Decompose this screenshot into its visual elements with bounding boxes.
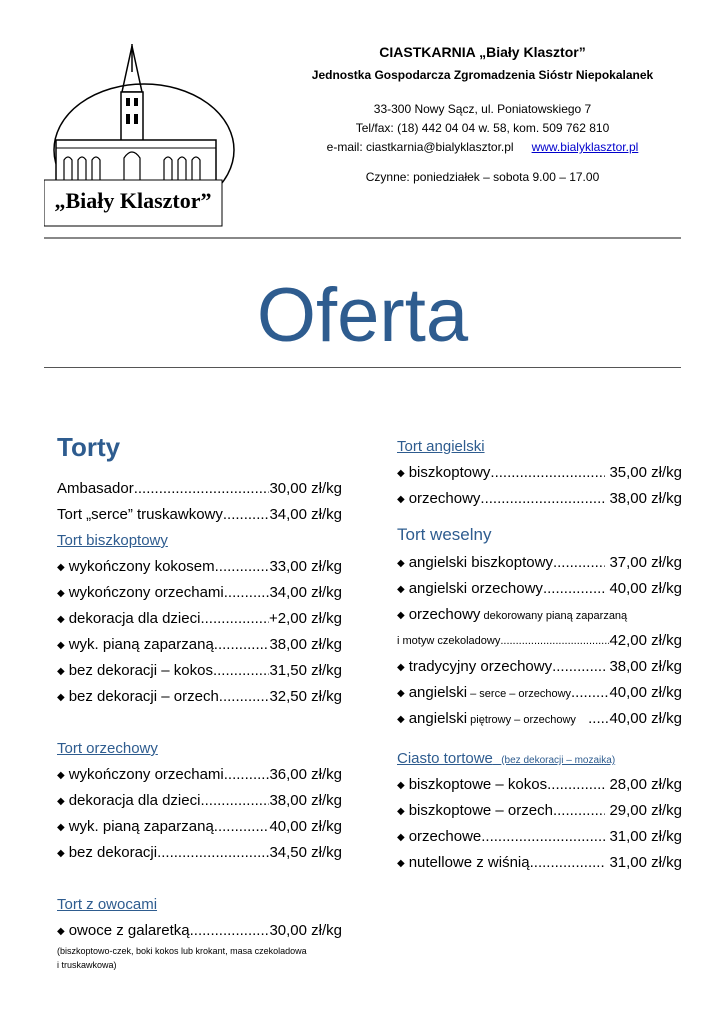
menu-item [397,550,682,576]
menu-item [57,658,342,684]
diamond-bullet-icon: ◆ [397,780,405,791]
item-name: angielski biszkoptowy [408,554,553,571]
item-name: wyk. pianą zaparzaną [68,636,214,653]
menu-item [397,486,682,512]
diamond-bullet-icon: ◆ [57,926,65,937]
diamond-bullet-icon: ◆ [57,614,65,625]
item-name: bez dekoracji – kokos [68,662,213,679]
header-divider [44,237,681,239]
item-name: biszkoptowy [408,464,491,481]
menu-item: ◆ angielski piętrowy – orzechowy ..... 40,00 zł/kg [397,706,682,732]
item-name: wykończony kokosem [68,558,215,575]
diamond-bullet-icon: ◆ [397,714,405,725]
subsection-tort-biszkoptowy: Tort biszkoptowy [57,532,168,549]
menu-item [57,476,342,502]
diamond-bullet-icon: ◆ [57,692,65,703]
item-name: biszkoptowe – orzech [408,802,553,819]
diamond-bullet-icon: ◆ [57,640,65,651]
section-heading-tort-weselny: Tort weselny [397,525,492,544]
address: 33-300 Nowy Sącz, ul. Poniatowskiego 7 [373,102,592,116]
organization-name: Jednostka Gospodarcza Zgromadzenia Sióstr Niepokalanek [311,68,654,82]
menu-item: ◆ orzechowy dekorowany pianą zaparzaną [397,606,628,623]
phone: Tel/fax: (18) 442 04 04 w. 58, kom. 509 762 810 [355,121,610,135]
diamond-bullet-icon: ◆ [397,662,405,673]
item-name: owoce z galaretką [68,922,190,939]
diamond-bullet-icon: ◆ [57,796,65,807]
menu-item [57,762,342,788]
section-heading-torty: Torty [57,432,121,462]
menu-item [397,654,682,680]
menu-item [57,580,342,606]
item-price: 36,00 zł/kg [269,766,342,783]
email: e-mail: ciastkarnia@bialyklasztor.pl [326,140,514,154]
menu-item [57,684,342,710]
diamond-bullet-icon: ◆ [57,770,65,781]
menu-item [397,772,682,798]
item-price: 37,00 zł/kg [605,554,682,571]
item-price: 30,00 zł/kg [269,480,342,497]
menu-item [397,576,682,602]
menu-item [397,824,682,850]
item-name: nutellowe z wiśnią [408,854,530,871]
item-name: biszkoptowe – kokos [408,776,548,793]
item-price: 38,00 zł/kg [269,636,342,653]
diamond-bullet-icon: ◆ [57,822,65,833]
item-price: 34,50 zł/kg [269,844,342,861]
item-price: 35,00 zł/kg [605,464,682,481]
item-name: Tort „serce” truskawkowy [57,506,223,523]
menu-item [397,460,682,486]
subsection-ciasto-tortowe: Ciasto tortowe (bez dekoracji – mozaika) [397,750,616,767]
menu-item [397,798,682,824]
item-name: orzechowe [408,828,482,845]
note-owoce-2: i truskawkowa) [57,960,117,970]
item-price: 31,50 zł/kg [269,662,342,679]
item-name: bez dekoracji [68,844,158,861]
church-logo [44,42,236,227]
item-name: dekoracja dla dzieci [68,610,201,627]
diamond-bullet-icon: ◆ [57,588,65,599]
menu-item [57,632,342,658]
diamond-bullet-icon: ◆ [57,666,65,677]
menu-item [57,840,342,866]
diamond-bullet-icon: ◆ [57,562,65,573]
item-name: wykończony orzechami [68,584,224,601]
item-name: angielski orzechowy [408,580,543,597]
logo-text: „Biały Klasztor” [54,188,212,213]
diamond-bullet-icon: ◆ [397,468,405,479]
item-price: 31,00 zł/kg [605,854,682,871]
item-price: 32,50 zł/kg [269,688,342,705]
item-price: 30,00 zł/kg [269,922,342,939]
item-price: 28,00 zł/kg [605,776,682,793]
diamond-bullet-icon: ◆ [397,610,405,621]
opening-hours: Czynne: poniedziałek – sobota 9.00 – 17.00 [365,170,600,184]
right-column [397,434,682,876]
menu-item [57,788,342,814]
diamond-bullet-icon: ◆ [397,832,405,843]
item-price: 40,00 zł/kg [269,818,342,835]
menu-item: i motyw czekoladowy ..... 42,00 zł/kg [397,628,682,654]
item-price: 33,00 zł/kg [269,558,342,575]
diamond-bullet-icon: ◆ [397,688,405,699]
item-price: 29,00 zł/kg [605,802,682,819]
menu-item [57,502,342,528]
item-price: 34,00 zł/kg [269,584,342,601]
item-name: wykończony orzechami [68,766,224,783]
item-price: 38,00 zł/kg [605,490,682,507]
diamond-bullet-icon: ◆ [397,494,405,505]
menu-item [57,814,342,840]
title-divider [44,367,681,368]
menu-item [397,850,682,876]
menu-item: ◆ angielski – serce – orzechowy ..... 40,00 zł/kg [397,680,682,706]
page-title: Oferta [256,273,469,358]
note-owoce: (biszkoptowo-czek, boki kokos lub krokant, masa czekoladowa [57,946,307,956]
item-price: +2,00 zł/kg [269,610,342,627]
item-name: dekoracja dla dzieci [68,792,201,809]
contact-block [240,100,725,157]
diamond-bullet-icon: ◆ [397,584,405,595]
subsection-tort-z-owocami: Tort z owocami [57,896,158,913]
diamond-bullet-icon: ◆ [397,558,405,569]
diamond-bullet-icon: ◆ [397,858,405,869]
item-price: 38,00 zł/kg [605,658,682,675]
menu-item [57,554,342,580]
item-name: tradycyjny orzechowy [408,658,553,675]
subsection-tort-angielski: Tort angielski [397,438,485,455]
item-price: 34,00 zł/kg [269,506,342,523]
subsection-tort-orzechowy: Tort orzechowy [57,740,158,757]
email-line [240,138,725,157]
item-price: 38,00 zł/kg [269,792,342,809]
website-link[interactable]: www.bialyklasztor.pl [531,140,639,154]
menu-item [57,606,342,632]
item-price: 40,00 zł/kg [605,580,682,597]
menu-item [57,918,342,944]
diamond-bullet-icon: ◆ [57,848,65,859]
item-name: wyk. pianą zaparzaną [68,818,214,835]
left-column [57,432,342,972]
item-name: Ambasador [57,480,134,497]
item-name: orzechowy [408,490,481,507]
item-price: 31,00 zł/kg [605,828,682,845]
diamond-bullet-icon: ◆ [397,806,405,817]
item-name: bez dekoracji – orzech [68,688,219,705]
bakery-name: CIASTKARNIA „Biały Klasztor” [379,44,586,60]
